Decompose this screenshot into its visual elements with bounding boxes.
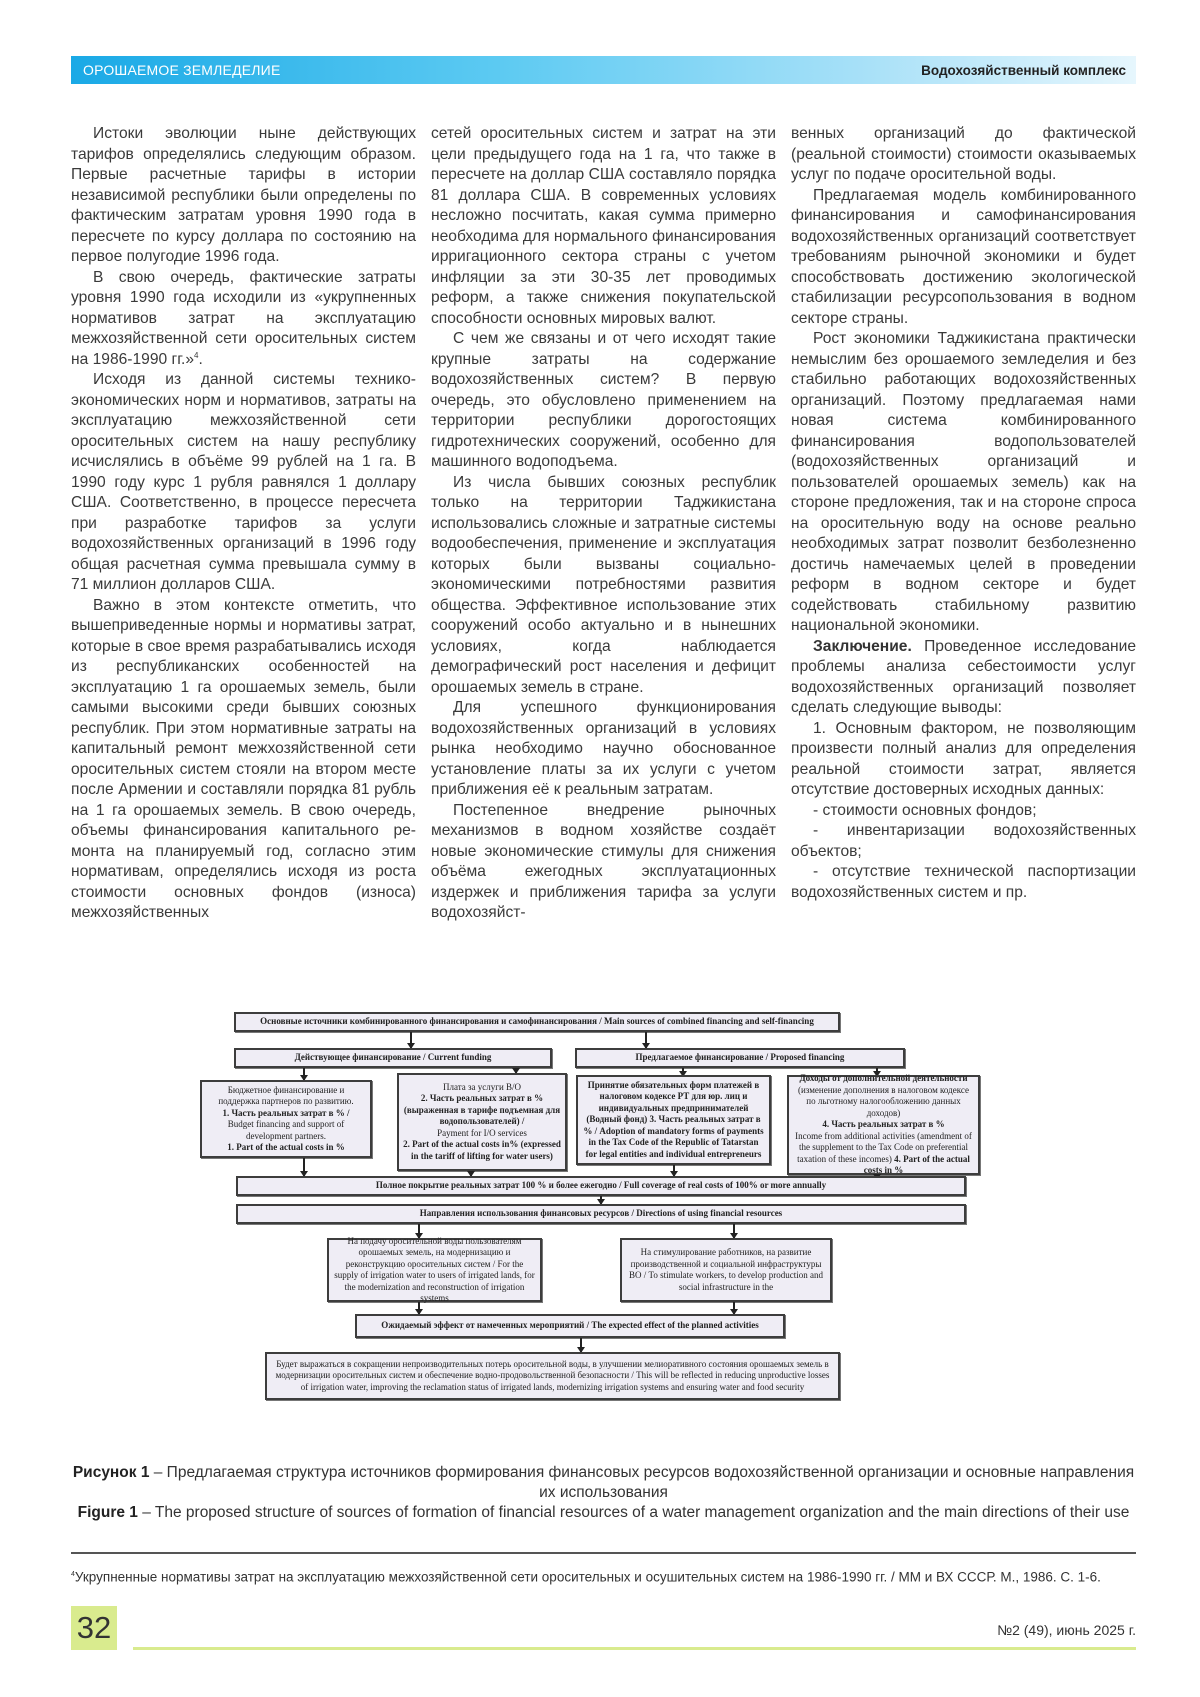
column-2 [431,124,776,924]
journal-section: Водохозяйственный комплекс [921,62,1126,78]
arrow [600,1196,602,1204]
footer-line [133,1647,1136,1650]
arrow [418,1302,420,1314]
paragraph: Постепенное внедрение рыночных механизмов в водном хозяйстве создаёт новые экономические стимулы для снижения объёма ежегодных эксплуатационных издержек и приближения тарифа за услуги водохозяйст- [431,801,776,921]
paragraph: Предлагаемая модель комбинированного финансирования и самофинансирования водохозяйственных организаций соответствует требованиям рыночной экономики и будет способствовать достижению экологической стабилизации ресурсопользования в водном секторе страны. [791,186,1136,327]
direction-right-box: На стимулирование работников, на развитие производственной и социальной инфраструктуры ВО / To stimulate workers, to develop production and social infrastructure in the [620,1238,832,1302]
list-item: - стоимости основных фондов; [813,801,1037,819]
section-title: ОРОШАЕМОЕ ЗЕМЛЕДЕЛИЕ [83,62,281,78]
paragraph: Важно в этом контексте отметить, что вышеприведенные нормы и нормативы затрат, которые в свое время разрабатывались исходя из республиканских особенностей на эксплуатацию 1 га орошаемых земель, были самыми высокими среди бывших союзных республик. При этом нормативные затраты на капитальный ремонт межхозяйственной сети оросительных систем стояли на втором месте после Армении и составляли порядка 81 рубль на 1 га орошаемых земель. В свою очередь, объемы финансирования капитального ре-монта на планируемый год, согласно этим нормативам, определялись исходя из роста стоимости основных фондов (износа) межхозяйственных [71,596,416,921]
payment-services-box: Плата за услуги В/О 2. Часть реальных затрат в % (выраженная в тарифе подъемная для водопользователей) / Payment for I/O services 2. Part of the actual costs in% (expressed in the tariff of lifting for water users) [397,1073,567,1171]
result-box: Будет выражаться в сокращении непроизводительных потерь оросительной воды, в улучшении мелиоративного состояния орошаемых земель в модернизации оросительных систем и обеспечение водно-продовольственной безопасности / This will be reflected in reducing unproductive losses of irrigation water, improving the reclamation status of irrigated lands, modernizing irrigation systems and ensuring water and food security [265,1352,840,1400]
current-funding-box: Действующее финансирование / Current funding [234,1048,552,1068]
issue-label: №2 (49), июнь 2025 г. [997,1622,1136,1638]
list-item: - инвентаризации водохозяйственных объектов; [791,822,1136,860]
paragraph: Исходя из данной системы технико-экономических норм и нормативов, затраты на эксплуатацию межхозяйственной сети оросительных систем на нашу республику исчислялись в объёме 99 рублей на 1 га. В 1990 году курс 1 рубля равнялся 1 доллару США. Соответственно, в процессе пересчета при разработке тарифов за услуги водохозяйственных организаций в 1996 году общая расчетная сумма превышала сумму в 71 миллион долларов США. [71,371,416,593]
direction-left-box: На подачу оросительной воды пользователям орошаемых земель, на модернизацию и реконструкцию оросительных систем / For the supply of irrigation water to users of irrigated lands, for the modernization and reconstruction of irrigation systems [327,1238,542,1302]
paragraph: Для успешного функционирования водохозяйственных организаций в условиях рынка необходимо научно обоснованное установление платы за их услуги с учетом приближения её к реальным затратам. [431,699,776,798]
expected-effect-box: Ожидаемый эффект от намеченных мероприятий / The expected effect of the planned activities [355,1314,785,1338]
paragraph: Рост экономики Таджикистана практически немыслим без орошаемого земледелия и без стабильно работающих водохозяйственных организаций. Поэтому предлагаемая нами новая система комбинированного финансирования водопользователей (водохозяйственных организаций и пользователей орошаемых земель) как на стороне предложения, так и на стороне спроса на оросительную воду на основе реально необходимых затрат позволит безболезненно достичь намечаемых целей в проведении реформ в водном секторе и будет содействовать стабильному развитию национальной экономики. [791,330,1136,634]
arrow [580,1338,582,1352]
arrow [733,1302,735,1314]
footnote: $^4$Укрупненные нормативы затрат на эксплуатацию межхозяйственной сети оросительных и осушительных систем на 1986-1990 гг. / ММ и ВХ СССР. М., 1986. С. 1-6. [71,1569,1101,1585]
running-header [71,56,1136,84]
list-item: 1. Основным фактором, не позволяющим произвести полный анализ для определения реальной стоимости затрат, является отсутствие достоверных исходных данных: [791,719,1136,798]
full-coverage-box: Полное покрытие реальных затрат 100 % и более ежегодно / Full coverage of real costs of 100% or more annually [236,1176,966,1196]
proposed-financing-box: Предлагаемое финансирование / Proposed financing [575,1048,905,1068]
arrow [645,1032,647,1048]
conclusion-label: Заключение. [813,637,912,655]
page-number: 32 [71,1606,117,1650]
conclusion-paragraph: Заключение. Проведенное исследование проблемы анализа себестоимости услуг водохозяйственных организаций позволяет сделать следующие выводы: [791,637,1136,716]
arrow [673,1165,675,1176]
arrow [303,1068,305,1080]
footnote-divider [71,1552,1136,1554]
arrow [733,1224,735,1238]
column-3 [791,124,1136,924]
directions-box: Направления использования финансовых ресурсов / Directions of using financial resources [236,1204,966,1224]
budget-financing-box: Бюджетное финансирование и поддержка партнеров по развитию. 1. Часть реальных затрат в % / Budget financing and support of development partners. 1. Part of the actual costs in % [200,1080,372,1158]
arrow [410,1032,412,1048]
paragraph: Из числа бывших союзных республик только на территории Таджикистана использовались сложные и затратные системы водообеспечения, применение и эксплуатация которых были вызваны социально-экономическими потребностями развития общества. Эффективное использование этих сооружений особо актуально и в нынешних условиях, когда наблюдается демографический рост населения и дефицит орошаемых земель в стране. [431,473,776,696]
article-body [71,124,1136,924]
paragraph: С чем же связаны и от чего исходят такие крупные затраты на содержание водохозяйственных систем? В первую очередь, это обусловлено применением на территории республики дорогостоящих гидротехнических сооружений, особенно для машинного водоподъема. [431,330,776,470]
root-box: Основные источники комбинированного финансирования и самофинансирования / Main sources of combined financing and self-financing [234,1012,840,1032]
arrow [303,1158,305,1176]
footnote-ref[interactable]: 4 [194,350,199,360]
paragraph: В свою очередь, фактические затраты уровня 1990 года исходили из «укрупненных нормативов затрат на эксплуатацию межхозяйственной сети оросительных систем на 1986-1990 гг.»$^4$. [71,268,416,368]
mandatory-payments-box: Принятие обязательных форм платежей в налоговом кодексе РТ для юр. лиц и индивидуальных предпринимателей (Водный фонд) 3. Часть реальных затрат в % / Adoption of mandatory forms of payments in the Tax Code of the Republic of Tatarstan for legal entities and individual entrepreneurs [576,1075,771,1165]
paragraph: венных организаций до фактической (реальной стоимости) стоимости оказываемых услуг по подаче оросительной воды. [791,125,1136,183]
list-item: - отсутствие технической паспортизации водохозяйственных систем и пр. [791,863,1136,901]
figure-caption: Рисунок 1 – Предлагаемая структура источников формирования финансовых ресурсов водохозяйственной организации и основные направления их использования Figure 1 – The proposed structure of sources of formation of financial resources of a water management organization and the main directions of their use [72,1464,1135,1521]
paragraph: Истоки эволюции ныне действующих тарифов определялись следующим образом. Первые расчетные тарифы в истории независимой республики были определены по фактическим затратам уровня 1990 года в пересчете по курсу доллара по состоянию на первое полугодие 1996 года. [71,125,416,265]
column-1 [71,124,416,924]
additional-income-box: Доходы от дополнительной деятельности (изменение дополнения в налоговом кодексе по льготному налогообложению данных доходов) 4. Часть реальных затрат в % Income from additional activities (amendment of the supplement to the Tax Code on preferential taxation of these incomes) 4. Part of the actual costs in % [787,1075,980,1175]
figure-1-diagram [220,1010,980,1450]
paragraph: сетей оросительных систем и затрат на эти цели предыдущего года на 1 га, что также в пересчете на доллар США составляло порядка 81 доллара США. В современных условиях несложно посчитать, какая сумма примерно необходима для нормального финансирования ирригационного сектора страны с учетом инфляции за эти 30-35 лет проводимых реформ, а также снижения покупательской способности основных мировых валют. [431,125,776,327]
